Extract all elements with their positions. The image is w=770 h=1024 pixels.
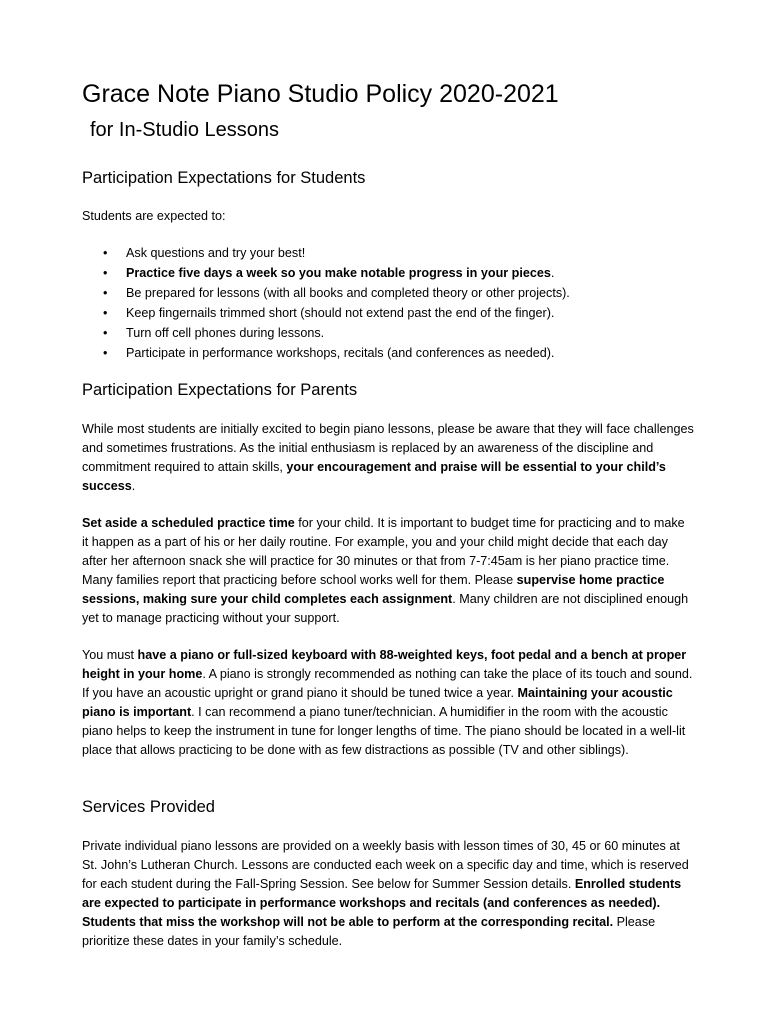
page-subtitle: for In-Studio Lessons — [90, 119, 279, 141]
list-item: • Turn off cell phones during lessons. — [82, 323, 702, 343]
list-item: • Participate in performance workshops, recitals (and conferences as needed). — [82, 343, 702, 363]
list-item: • Be prepared for lessons (with all books and completed theory or other projects). — [82, 283, 702, 303]
parents-paragraph-1: While most students are initially excited to begin piano lessons, please be aware that they will face challenges and sometimes frustrations. As the initial enthusiasm is replaced by an awareness of the discipline and commitment required to attain skills, your encouragement and praise will be essential to your child’s success. — [82, 422, 694, 493]
services-paragraph: Private individual piano lessons are provided on a weekly basis with lesson times of 30, 45 or 60 minutes at St. John’s Lutheran Church. Lessons are conducted each week on a specific day and time, which is reserved for each student during the Fall-Spring Session. See below for Summer Session details. Enrolled students are expected to participate in performance workshops and recitals (and conferences as needed). Students that miss the workshop will not be able to perform at the corresponding recital. Please prioritize these dates in your family’s schedule. — [82, 839, 689, 948]
page-title: Grace Note Piano Studio Policy 2020-2021 — [82, 80, 559, 108]
list-item: • Ask questions and try your best! — [82, 243, 702, 263]
section-heading-parents: Participation Expectations for Parents — [82, 381, 358, 399]
parents-paragraph-3: You must have a piano or full-sized keyboard with 88-weighted keys, foot pedal and a bench at proper height in your home. A piano is strongly recommended as nothing can take the place of its touch and sound. If you have an acoustic upright or grand piano it should be tuned twice a year. Maintaining your acoustic piano is important. I can recommend a piano tuner/technician. A humidifier in the room with the acoustic piano helps to keep the instrument in tune for longer lengths of time. The piano should be located in a well-lit place that allows practicing to be done with as few distractions as possible (TV and other siblings). — [82, 648, 693, 757]
students-intro: Students are expected to: — [82, 209, 226, 223]
student-expectations-list — [82, 243, 702, 363]
list-item: • Practice five days a week so you make notable progress in your pieces. — [82, 263, 702, 283]
parents-paragraph-2: Set aside a scheduled practice time for your child. It is important to budget time for practicing and to make it happen as a part of his or her daily routine. For example, you and your child might decide that each day after her afternoon snack she will practice for 30 minutes or that from 7-7:45am is her piano practice time. Many families report that practicing before school works well for them. Please supervise home practice sessions, making sure your child completes each assignment. Many children are not disciplined enough yet to manage practicing without your support. — [82, 516, 689, 625]
section-heading-services: Services Provided — [82, 798, 215, 816]
section-heading-students: Participation Expectations for Students — [82, 169, 366, 187]
list-item: • Keep fingernails trimmed short (should not extend past the end of the finger). — [82, 303, 702, 323]
